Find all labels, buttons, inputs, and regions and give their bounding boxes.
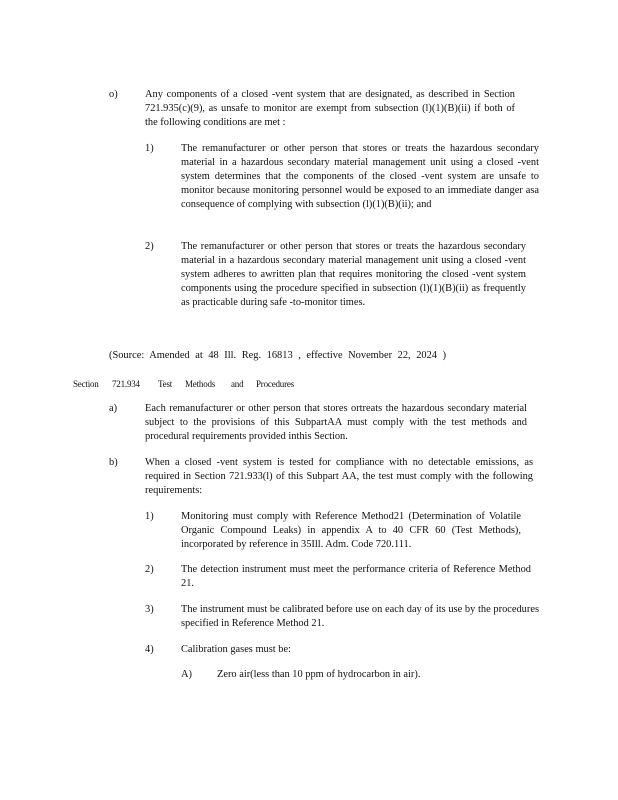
item-text: Monitoring must comply with Reference Method21 (Determination of Volatile Organic Compound Leaks) in appendix A to 40 CFR 60 (Test Methods), incorporated by reference in 35Ill. Adm. Code 720.111.	[181, 511, 521, 550]
paragraph-marker: o)	[109, 89, 118, 100]
item-text: The detection instrument must meet the performance criteria of Reference Method 21.	[181, 564, 531, 589]
item-text: The remanufacturer or other person that stores or treats the hazardous secondary material in a hazardous secondary material management unit using a closed -vent system adheres to awritten plan that requires monitoring the closed -vent system components using the procedure specified in subsection (l)(1)(B)(ii) as frequently as practicable during safe -to-monitor times.	[181, 241, 526, 308]
source-note: (Source: Amended at 48 Ill. Reg. 16813 , effective November 22, 2024 )	[109, 350, 447, 361]
item-text: Calibration gases must be:	[181, 644, 291, 655]
section-label: Section	[73, 379, 99, 389]
item-marker: 1)	[145, 511, 154, 522]
item-marker: 4)	[145, 644, 154, 655]
item-marker: 2)	[145, 564, 154, 575]
subitem-text: Zero air(less than 10 ppm of hydrocarbon in air).	[217, 669, 421, 680]
paragraph-text: Each remanufacturer or other person that stores ortreats the hazardous secondary material subject to the provisions of this SubpartAA must comply with the test methods and procedural requirements provided inthis Section.	[145, 403, 527, 442]
section-title-word: Test	[158, 379, 173, 389]
item-marker: 1)	[145, 143, 154, 154]
item-text: The remanufacturer or other person that stores or treats the hazardous secondary material in a hazardous secondary material management unit using a closed -vent system determines that the components of the closed -vent system are unsafe to monitor because monitoring personnel would be exposed to an immediate danger asa consequence of complying with subsection (l)(1)(B)(ii); and	[181, 143, 539, 210]
paragraph-text: When a closed -vent system is tested for compliance with no detectable emissions, as required in Section 721.933(l) of this Subpart AA, the test must comply with the following requirements:	[145, 457, 533, 496]
section-title-word: Methods	[185, 379, 216, 389]
paragraph-text: Any components of a closed -vent system that are designated, as described in Section 721.935(c)(9), as unsafe to monitor are exempt from subsection (l)(1)(B)(ii) if both of the following conditions are met :	[145, 89, 515, 128]
item-marker: 3)	[145, 604, 154, 615]
section-heading	[0, 377, 618, 391]
section-title-word: Procedures	[256, 379, 294, 389]
paragraph-marker: b)	[109, 457, 118, 468]
paragraph-marker: a)	[109, 403, 118, 414]
item-text: The instrument must be calibrated before use on each day of its use by the procedures specified in Reference Method 21.	[181, 604, 539, 629]
subitem-marker: A)	[181, 669, 192, 680]
section-title-word: and	[231, 379, 244, 389]
item-marker: 2)	[145, 241, 154, 252]
section-number: 721.934	[112, 379, 140, 389]
